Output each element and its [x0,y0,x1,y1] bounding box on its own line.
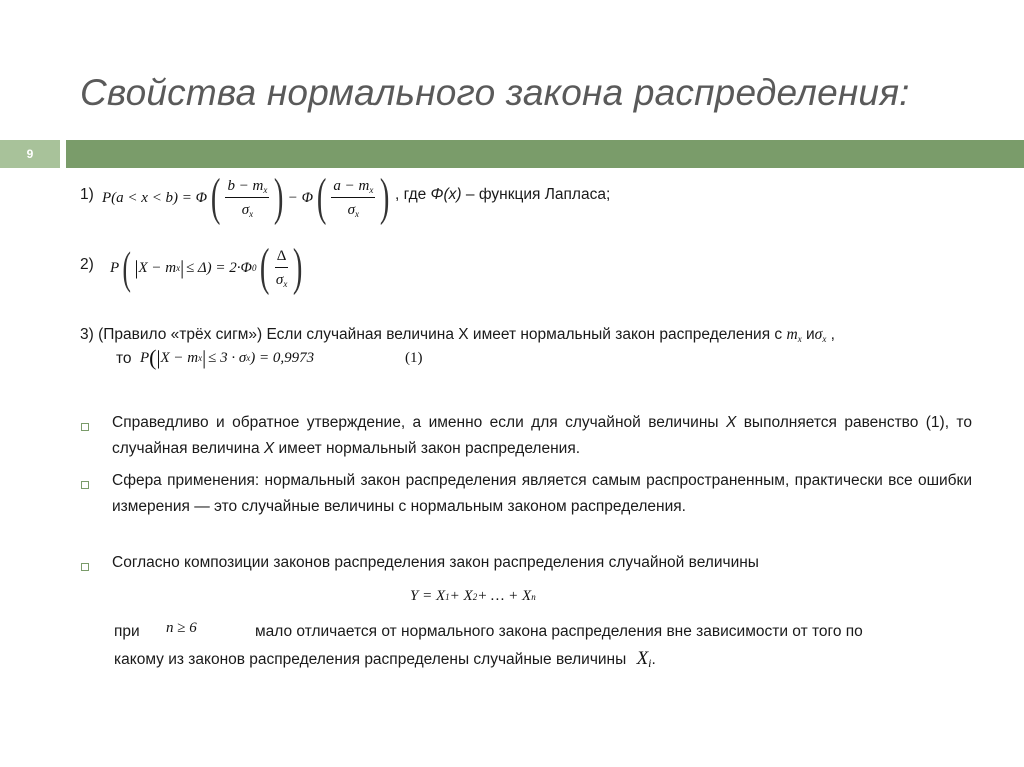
item1-formula-lhs: P(a < x < b) = Φ [102,189,208,206]
right-paren: ) [380,169,390,226]
page-number: 9 [26,147,34,161]
item1-suffix: , где Φ(x) – функция Лапласа; [395,186,611,203]
left-paren: ( [316,169,327,226]
item3-to: то [116,350,132,367]
item1-minus-phi: − Φ [287,189,314,206]
slide-title: Свойства нормального закона распределения: [80,72,910,113]
m-x-symbol: $m_x$ [786,326,802,344]
bullet-square-icon [81,563,89,571]
sigma-x-symbol: $\sigma_x$ [814,326,827,344]
item1-formula [102,170,394,226]
item1-frac2: $\frac{a - m_x}{\sigma_x}$ [333,177,374,219]
left-paren: ( [211,169,221,226]
equation-number: (1) [405,350,423,366]
abs-bar-left: | [134,256,139,279]
right-paren: ) [293,239,303,296]
tail-line-2: какому из законов распределения распределены случайные величины $X_i$. [114,648,656,670]
left-paren: ( [260,239,270,296]
item1-frac2-num: a − m [333,177,370,194]
sum-formula: Y = X 1 + X 2 + … + X n [410,588,536,604]
tail-line-1: мало отличается от нормального закона распределения вне зависимости от того по [255,623,863,640]
left-paren: ( [122,242,132,293]
page-number-badge [0,140,60,168]
three-sigma-formula: P ( | X − m x | ≤ 3 · σ x ) = 0,9973 [140,345,315,370]
laplace-function-symbol: Φ(x) [430,186,462,203]
n-condition: n ≥ 6 [166,620,197,636]
abs-bar-right: | [180,256,185,279]
x-i-symbol: $X_i$ [636,648,652,670]
item1-label: 1) [80,186,94,203]
item2-label: 2) [80,256,94,273]
right-paren: ) [274,169,284,226]
item2-formula: P ( | X − m x | ≤ Δ ) = 2·Φ 0 ( $\frac{\Delta}{\sigma_x}$ ) [110,239,303,296]
item3-text: 3) (Правило «трёх сигм») Если случайная величина X имеет нормальный закон распределения с $m_x$ $и\sigma_x$ , [80,326,835,344]
bullet-square-icon [81,481,89,489]
item1-frac2-den: σ [347,201,356,218]
bullet-paragraph-2: Сфера применения: нормальный закон распределения является самым распространенным, практически все ошибки измерения — это случайные величины с нормальным законом распределения. [112,472,972,515]
item2-frac: $\frac{\Delta}{\sigma_x}$ [275,247,288,289]
item1-frac1-num: b − m [227,177,264,194]
item1-frac1-den: σ [241,201,250,218]
bullet-paragraph-1: Справедливо и обратное утверждение, а именно если для случайной величины X выполняется равенство (1), то случайная величина X имеет нормальный закон распределения. [112,414,972,457]
pri-text: при [114,623,140,640]
bullet-paragraph-3: Согласно композиции законов распределения закон распределения случайной величины [112,554,759,571]
bullet-square-icon [81,423,89,431]
item1-frac1: $\frac{b - m_x}{\sigma_x}$ [227,177,268,219]
header-bar [66,140,1024,168]
